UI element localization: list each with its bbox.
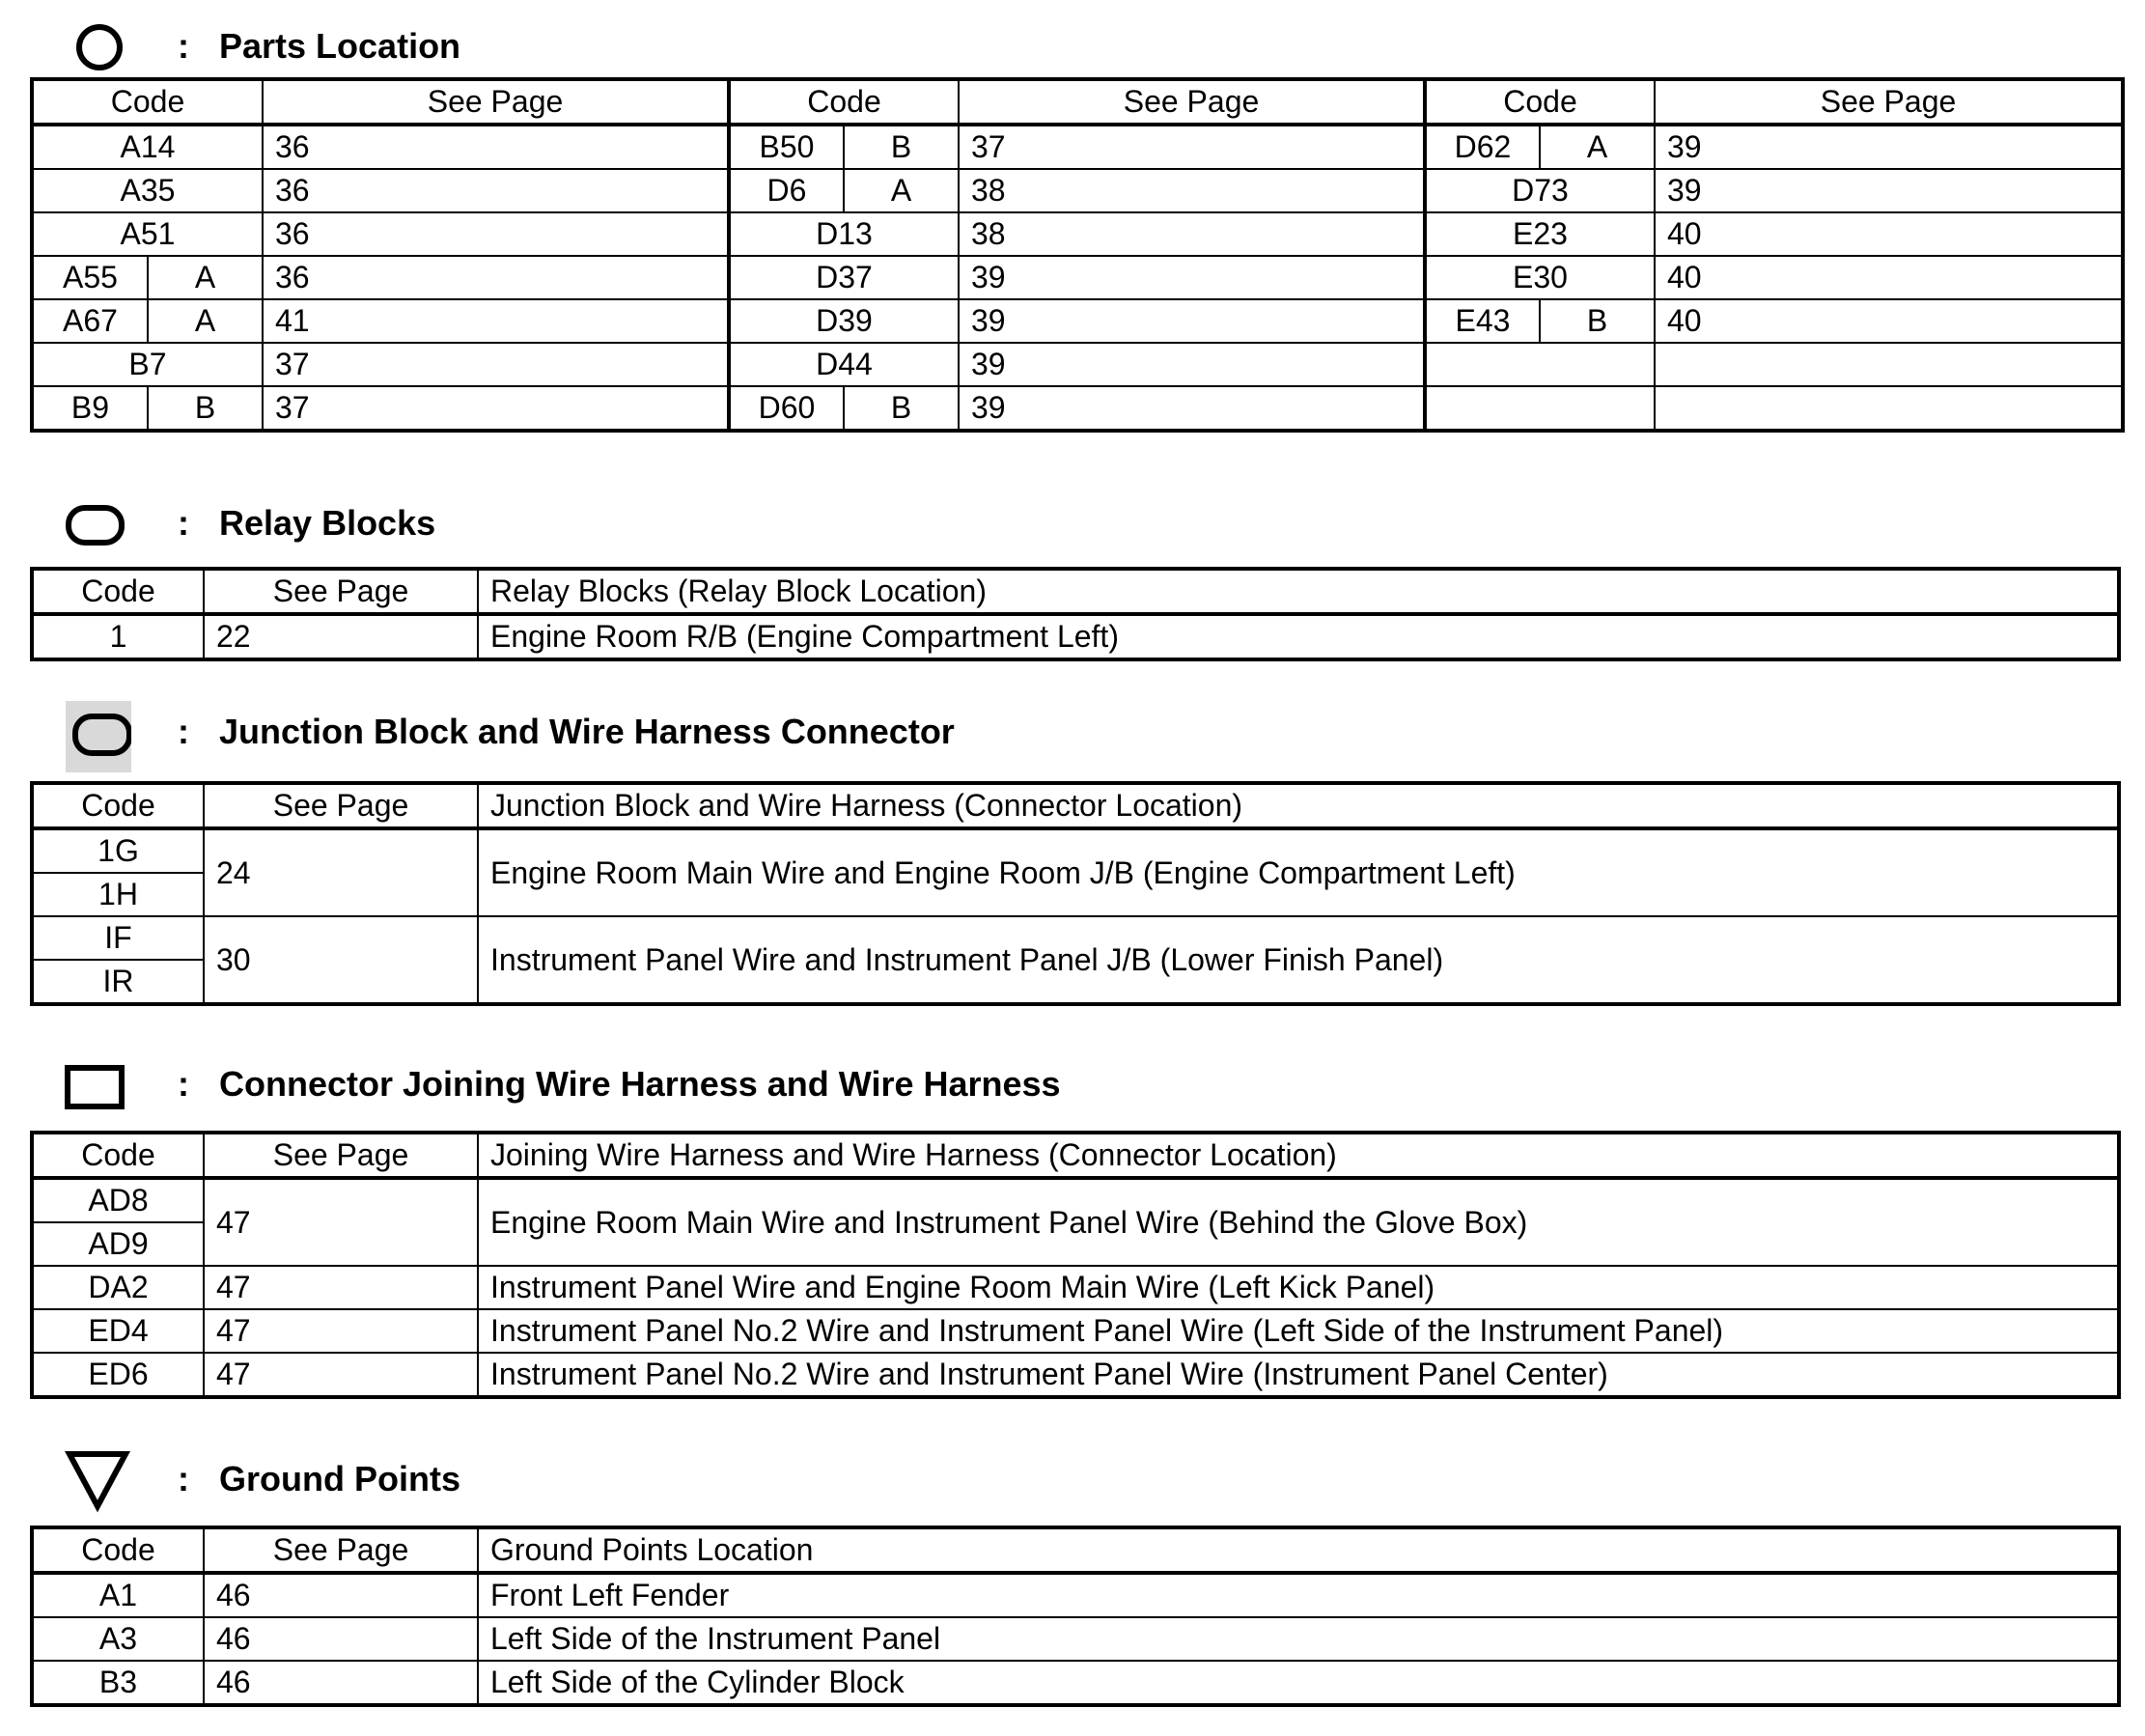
part-letter: A [148, 256, 263, 299]
rectangle-icon [64, 1061, 131, 1109]
table-row [32, 1661, 2119, 1705]
table-row [32, 916, 2119, 960]
ground-points-heading [0, 1450, 2124, 1508]
table-row [32, 1309, 2119, 1353]
table-row [32, 125, 2123, 169]
junction-block-table [30, 781, 2121, 1006]
page-cell: 47 [204, 1309, 478, 1353]
colon: : [178, 1459, 189, 1498]
see-page-header: See Page [204, 1133, 478, 1178]
table-row [32, 256, 2123, 299]
table-row [32, 1573, 2119, 1617]
part-page: 36 [263, 125, 729, 169]
code-cell: DA2 [32, 1266, 204, 1309]
page-cell: 47 [204, 1266, 478, 1309]
description-cell: Instrument Panel No.2 Wire and Instrument Panel Wire (Instrument Panel Center) [478, 1353, 2119, 1397]
triangle-down-icon [64, 1448, 131, 1516]
description-cell: Instrument Panel Wire and Engine Room Main Wire (Left Kick Panel) [478, 1266, 2119, 1309]
part-letter: B [844, 125, 959, 169]
see-page-header: See Page [263, 79, 729, 125]
see-page-header: See Page [959, 79, 1425, 125]
code-cell: A3 [32, 1617, 204, 1661]
junction-block-heading [0, 703, 2124, 761]
description-cell: Left Side of the Cylinder Block [478, 1661, 2119, 1705]
table-row [32, 1617, 2119, 1661]
colon: : [178, 1064, 189, 1104]
code-header: Code [32, 783, 204, 828]
code-header: Code [32, 79, 263, 125]
part-page: 39 [959, 256, 1425, 299]
part-code: A14 [32, 125, 263, 169]
empty-cell [1425, 343, 1655, 386]
table-row [32, 614, 2119, 659]
code-cell: 1 [32, 614, 204, 659]
see-page-header: See Page [204, 1527, 478, 1573]
rounded-rectangle-icon [64, 500, 131, 548]
table-row [32, 828, 2119, 873]
code-header: Code [729, 79, 959, 125]
page-cell: 46 [204, 1617, 478, 1661]
parts-location-table [30, 77, 2125, 433]
see-page-header: See Page [204, 783, 478, 828]
relay-blocks-heading [0, 494, 2124, 552]
part-page: 37 [263, 343, 729, 386]
part-code: A67 [32, 299, 148, 343]
part-page: 36 [263, 212, 729, 256]
part-code: B7 [32, 343, 263, 386]
code-cell: ED6 [32, 1353, 204, 1397]
section-title: Relay Blocks [219, 503, 436, 543]
description-header: Ground Points Location [478, 1527, 2119, 1573]
part-code: E43 [1425, 299, 1540, 343]
code-cell: ED4 [32, 1309, 204, 1353]
section-title: Junction Block and Wire Harness Connector [219, 712, 955, 751]
page-cell: 46 [204, 1661, 478, 1705]
part-letter: A [1540, 125, 1655, 169]
page-cell: 24 [204, 828, 478, 916]
part-code: D62 [1425, 125, 1540, 169]
part-page: 39 [959, 299, 1425, 343]
code-cell: 1H [32, 873, 204, 916]
table-header-row [32, 1527, 2119, 1573]
code-cell: 1G [32, 828, 204, 873]
table-row [32, 343, 2123, 386]
page-cell: 47 [204, 1353, 478, 1397]
parts-location-heading [0, 17, 2124, 75]
table-header-row [32, 1133, 2119, 1178]
part-page: 38 [959, 212, 1425, 256]
part-code: B9 [32, 386, 148, 431]
empty-cell [1655, 343, 2123, 386]
table-row [32, 169, 2123, 212]
part-code: D37 [729, 256, 959, 299]
part-code: D60 [729, 386, 844, 431]
colon: : [178, 503, 189, 543]
description-header: Junction Block and Wire Harness (Connector Location) [478, 783, 2119, 828]
part-page: 40 [1655, 256, 2123, 299]
table-header-row [32, 783, 2119, 828]
empty-cell [1425, 386, 1655, 431]
part-page: 39 [959, 343, 1425, 386]
part-page: 38 [959, 169, 1425, 212]
description-cell: Left Side of the Instrument Panel [478, 1617, 2119, 1661]
code-cell: A1 [32, 1573, 204, 1617]
part-code: D44 [729, 343, 959, 386]
code-header: Code [32, 1527, 204, 1573]
part-letter: A [148, 299, 263, 343]
description-cell: Front Left Fender [478, 1573, 2119, 1617]
part-letter: B [1540, 299, 1655, 343]
code-cell: B3 [32, 1661, 204, 1705]
circle-icon [64, 23, 131, 71]
code-cell: AD9 [32, 1222, 204, 1266]
part-page: 39 [1655, 125, 2123, 169]
code-cell: IF [32, 916, 204, 960]
joining-connector-heading [0, 1055, 2124, 1113]
part-code: D6 [729, 169, 844, 212]
part-code: A51 [32, 212, 263, 256]
part-page: 39 [959, 386, 1425, 431]
part-code: A35 [32, 169, 263, 212]
description-cell: Engine Room R/B (Engine Compartment Left) [478, 614, 2119, 659]
part-page: 40 [1655, 299, 2123, 343]
part-code: E30 [1425, 256, 1655, 299]
section-title: Connector Joining Wire Harness and Wire Harness [219, 1064, 1061, 1104]
part-page: 41 [263, 299, 729, 343]
part-code: B50 [729, 125, 844, 169]
part-page: 40 [1655, 212, 2123, 256]
joining-connector-table [30, 1131, 2121, 1399]
empty-cell [1655, 386, 2123, 431]
description-cell: Engine Room Main Wire and Instrument Panel Wire (Behind the Glove Box) [478, 1178, 2119, 1266]
code-cell: AD8 [32, 1178, 204, 1222]
part-code: D13 [729, 212, 959, 256]
page-cell: 30 [204, 916, 478, 1004]
part-page: 37 [263, 386, 729, 431]
section-title: Ground Points [219, 1459, 460, 1498]
description-cell: Instrument Panel No.2 Wire and Instrument Panel Wire (Left Side of the Instrument Panel) [478, 1309, 2119, 1353]
part-code: E23 [1425, 212, 1655, 256]
page-cell: 47 [204, 1178, 478, 1266]
part-page: 37 [959, 125, 1425, 169]
see-page-header: See Page [204, 569, 478, 614]
see-page-header: See Page [1655, 79, 2123, 125]
table-header-row [32, 79, 2123, 125]
table-row [32, 1353, 2119, 1397]
description-header: Joining Wire Harness and Wire Harness (Connector Location) [478, 1133, 2119, 1178]
part-page: 36 [263, 256, 729, 299]
section-title: Parts Location [219, 26, 461, 66]
code-header: Code [32, 1133, 204, 1178]
table-row [32, 299, 2123, 343]
part-code: D73 [1425, 169, 1655, 212]
ground-points-table [30, 1526, 2121, 1707]
table-row [32, 1266, 2119, 1309]
part-letter: A [844, 169, 959, 212]
part-letter: B [844, 386, 959, 431]
description-cell: Instrument Panel Wire and Instrument Panel J/B (Lower Finish Panel) [478, 916, 2119, 1004]
code-cell: IR [32, 960, 204, 1004]
table-header-row [32, 569, 2119, 614]
table-row [32, 386, 2123, 431]
page-cell: 22 [204, 614, 478, 659]
code-header: Code [1425, 79, 1655, 125]
shaded-rounded-rectangle-icon [64, 697, 131, 774]
table-row [32, 1178, 2119, 1222]
part-code: A55 [32, 256, 148, 299]
code-header: Code [32, 569, 204, 614]
page-cell: 46 [204, 1573, 478, 1617]
part-page: 39 [1655, 169, 2123, 212]
colon: : [178, 712, 189, 751]
part-letter: B [148, 386, 263, 431]
part-page: 36 [263, 169, 729, 212]
table-row [32, 212, 2123, 256]
description-header: Relay Blocks (Relay Block Location) [478, 569, 2119, 614]
colon: : [178, 26, 189, 66]
relay-blocks-table [30, 567, 2121, 661]
description-cell: Engine Room Main Wire and Engine Room J/B (Engine Compartment Left) [478, 828, 2119, 916]
part-code: D39 [729, 299, 959, 343]
